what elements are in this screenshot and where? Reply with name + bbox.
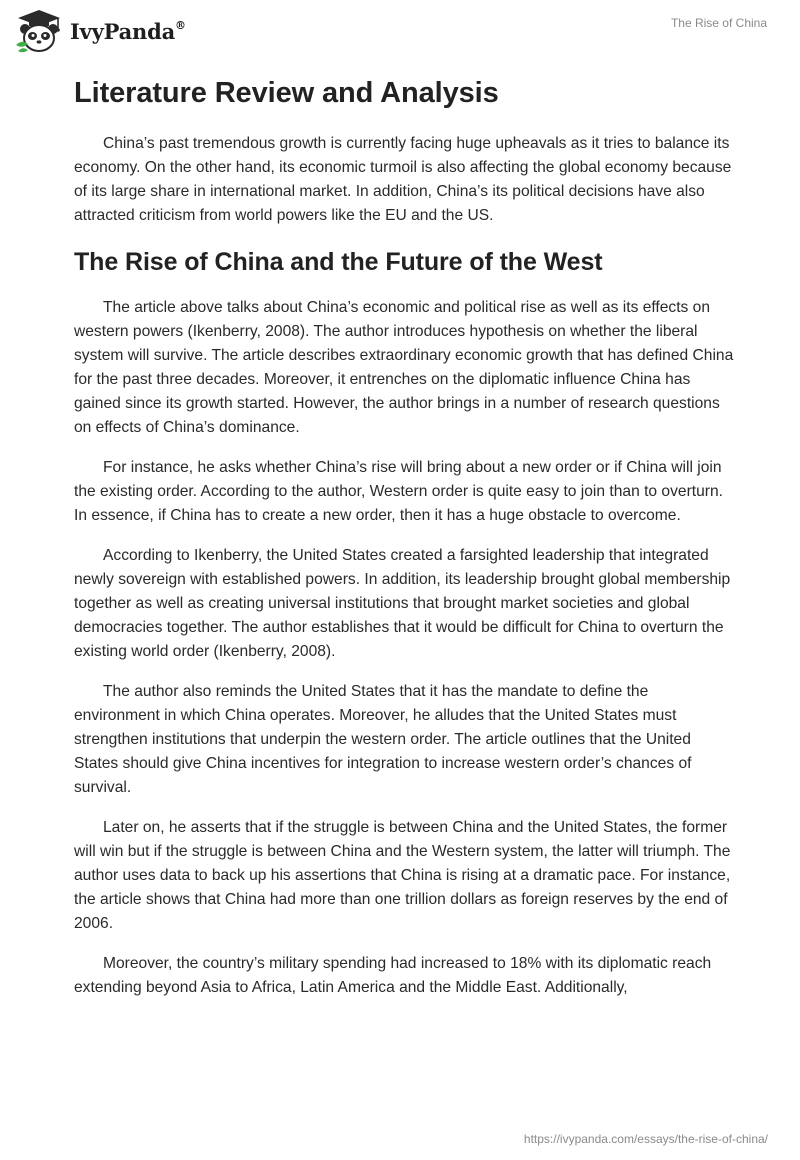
body-paragraph: Moreover, the country’s military spending had increased to 18% with its diplomatic reach extending beyond Asia to Africa, Latin America and the Middle East. Additionally, — [74, 955, 712, 996]
registered-mark: ® — [175, 18, 186, 32]
running-title: The Rise of China — [670, 16, 767, 30]
subsection-title: The Rise of China and the Future of the West — [74, 248, 603, 276]
brand-logo[interactable] — [14, 9, 186, 53]
section-title: Literature Review and Analysis — [74, 77, 499, 109]
article-body — [74, 72, 734, 1000]
body-paragraph: For instance, he asks whether China’s rise will bring about a new order or if China will join the existing order. According to the author, Western order is quite easy to join than to overturn. In essence, if China has to create a new order, then it has a huge obstacle to overcome. — [74, 459, 723, 524]
brand-name: IvyPanda® — [70, 18, 186, 44]
source-url[interactable]: https://ivypanda.com/essays/the-rise-of-china/ — [523, 1132, 768, 1146]
body-paragraph: Later on, he asserts that if the struggle is between China and the United States, the former will win but if the struggle is between China and the Western system, the latter will triumph. The author uses data to back up his assertions that China is rising at a dramatic pace. For instance, the article shows that China had more than one trillion dollars as foreign reserves by the end of 2006. — [74, 819, 731, 932]
panda-graduate-icon — [14, 9, 64, 53]
body-paragraph: The article above talks about China’s economic and political rise as well as its effects on western powers (Ikenberry, 2008). The author introduces hypothesis on whether the liberal system will survive. The article describes extraordinary economic growth that has defined China for the past three decades. Moreover, it entrenches on the diplomatic influence China has gained since its growth started. However, the author brings in a number of research questions on effects of China’s dominance. — [74, 299, 734, 436]
intro-paragraph: China’s past tremendous growth is currently facing huge upheavals as it tries to balance its economy. On the other hand, its economic turmoil is also affecting the global economy because of its large share in international market. In addition, China’s its political decisions have also attracted criticism from world powers like the EU and the US. — [74, 135, 732, 224]
page-header — [0, 0, 800, 70]
body-paragraph: The author also reminds the United States that it has the mandate to define the environment in which China operates. Moreover, he alludes that the United States must strengthen institutions that underpin the western order. The article outlines that the United States should give China incentives for integration to increase western order’s chances of survival. — [74, 683, 692, 796]
body-paragraph: According to Ikenberry, the United States created a farsighted leadership that integrated newly sovereign with established powers. In addition, its leadership brought global membership together as well as creating universal institutions that brought market societies and global democracies together. The author establishes that it would be difficult for China to overturn the existing world order (Ikenberry, 2008). — [74, 547, 731, 660]
